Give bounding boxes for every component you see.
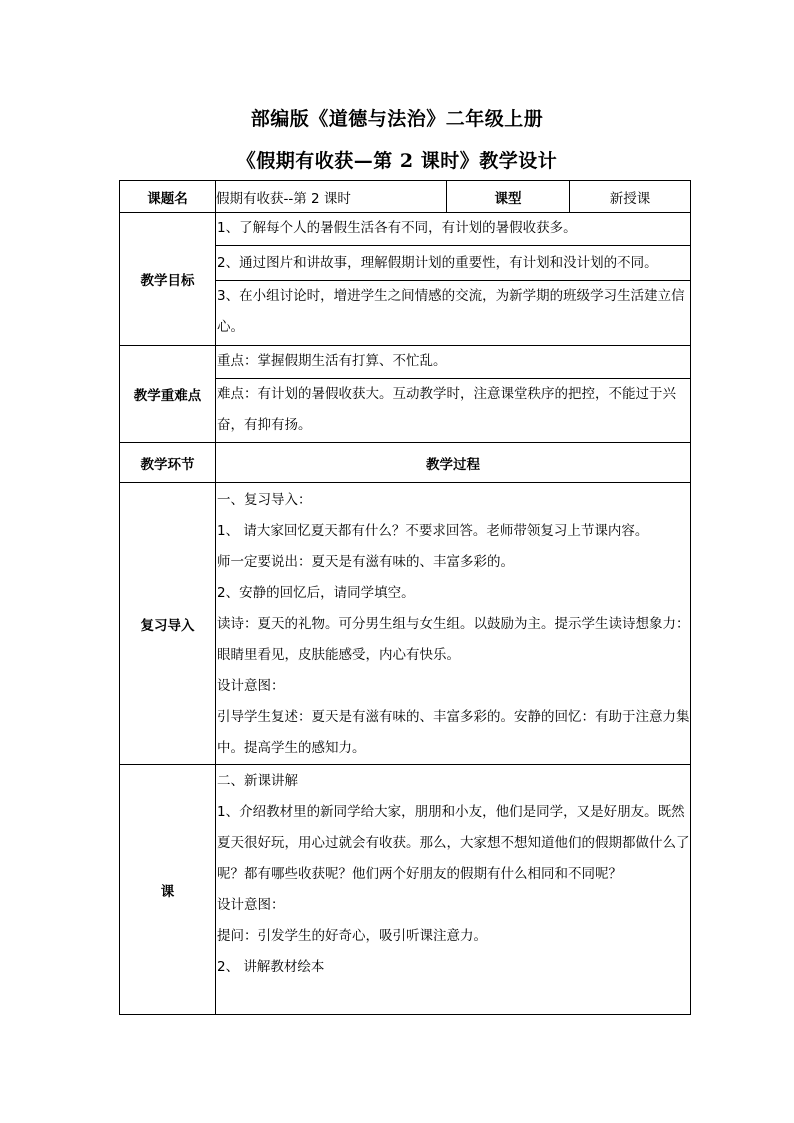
topic-value: 假期有收获--第 2 课时 xyxy=(216,181,447,213)
review-line: 1、 请大家回忆夏天都有什么？不要求回答。老师带领复习上节课内容。 xyxy=(217,523,649,539)
objective-item: 1、了解每个人的暑假生活各有不同，有计划的暑假收获多。 xyxy=(216,213,690,246)
key-points-row xyxy=(120,346,691,443)
document-subtitle: 《假期有收获—第 2 课时》教学设计 xyxy=(236,150,558,172)
header-row xyxy=(120,181,691,213)
lesson-row xyxy=(120,765,691,1015)
process-header-row xyxy=(120,443,691,483)
review-line: 2、安静的回忆后，请同学填空。 xyxy=(217,585,415,601)
label-lesson: 课 xyxy=(120,765,216,1015)
lesson-line: 2、 讲解教材绘本 xyxy=(217,959,325,975)
key-point-difficulty: 难点：有计划的暑假收获大。互动教学时，注意课堂秩序的把控，不能过于兴奋，有抑有扬。 xyxy=(217,386,676,433)
label-teaching-process: 教学过程 xyxy=(216,443,691,483)
key-points-content xyxy=(216,346,691,443)
objective-item: 3、在小组讨论时，增进学生之间情感的交流，为新学期的班级学习生活建立信心。 xyxy=(217,288,685,335)
review-line: 师一定要说出：夏天是有滋有味的、丰富多彩的。 xyxy=(217,554,514,570)
lesson-type-value: 新授课 xyxy=(570,181,691,213)
review-line: 引导学生复述：夏天是有滋有味的、丰富多彩的。安静的回忆：有助于注意力集中。提高学生的感知力。 xyxy=(217,709,690,756)
label-topic: 课题名 xyxy=(120,181,216,213)
lesson-content xyxy=(216,765,691,1015)
review-row xyxy=(120,483,691,765)
review-content xyxy=(216,483,691,765)
document-title: 部编版《道德与法治》二年级上册 xyxy=(250,108,544,130)
label-key-points: 教学重难点 xyxy=(120,346,216,443)
label-lesson-type: 课型 xyxy=(447,181,570,213)
lesson-line: 1、介绍教材里的新同学给大家，朋朋和小友，他们是同学，又是好朋友。既然夏天很好玩，用心过就会有收获。那么，大家想不想知道他们的假期都做什么了呢？都有哪些收获呢？他们两个好朋友的假期有什么相同和不同呢？ xyxy=(217,804,690,882)
lesson-line: 二、新课讲解 xyxy=(217,773,298,789)
review-line: 设计意图： xyxy=(217,678,285,694)
objectives-list xyxy=(216,213,691,346)
key-point-focus: 重点：掌握假期生活有打算、不忙乱。 xyxy=(216,346,690,379)
objectives-row xyxy=(120,213,691,346)
label-teaching-stage: 教学环节 xyxy=(120,443,216,483)
lesson-plan-table xyxy=(119,180,691,1015)
label-objectives: 教学目标 xyxy=(120,213,216,346)
objective-item: 2、通过图片和讲故事，理解假期计划的重要性，有计划和没计划的不同。 xyxy=(216,246,690,281)
lesson-line: 提问：引发学生的好奇心，吸引听课注意力。 xyxy=(217,928,487,944)
label-review: 复习导入 xyxy=(120,483,216,765)
review-line: 一、复习导入： xyxy=(217,492,312,508)
review-line: 读诗：夏天的礼物。可分男生组与女生组。以鼓励为主。提示学生读诗想象力：眼睛里看见，皮肤能感受，内心有快乐。 xyxy=(217,616,690,663)
lesson-line: 设计意图： xyxy=(217,897,285,913)
